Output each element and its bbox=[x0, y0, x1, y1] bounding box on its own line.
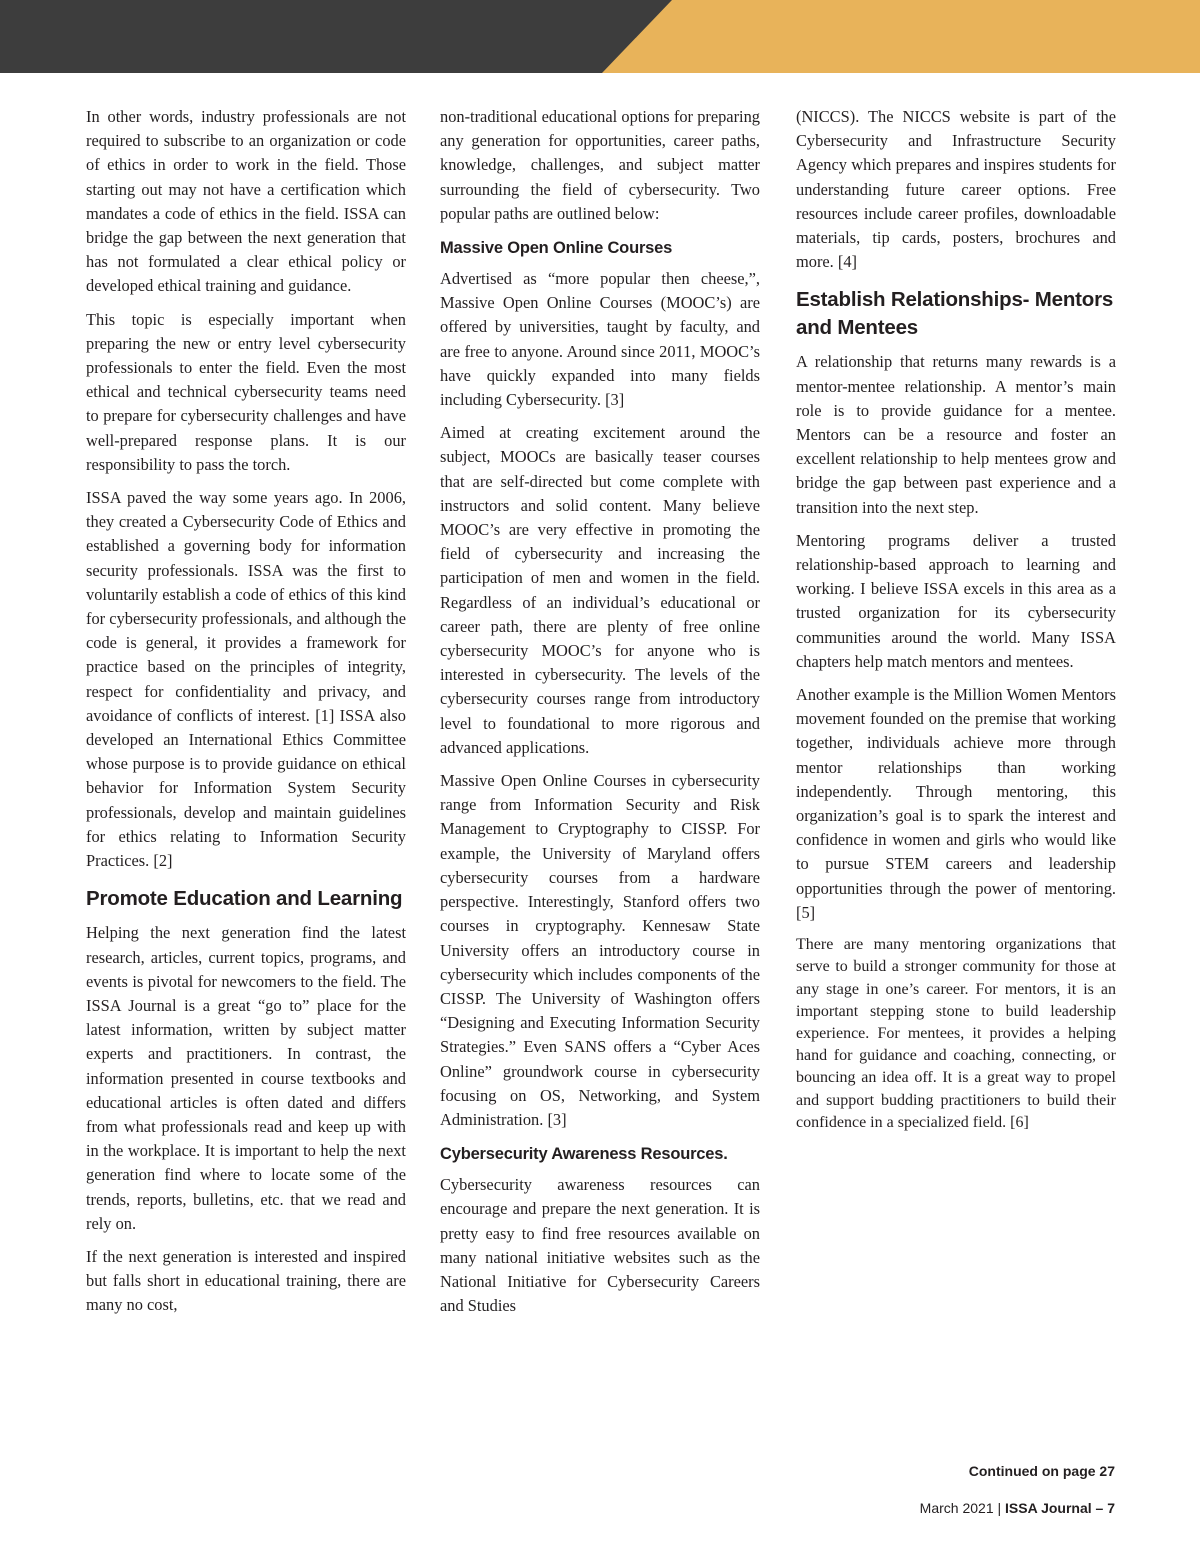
paragraph: This topic is especially important when preparing the new or entry level cybersecurity professionals to enter the field. Even the most ethical and technical cybersecurity teams need to prepare for cybersecurity challenges and have well-prepared response plans. It is our responsibility to pass the torch. bbox=[86, 309, 406, 474]
paragraph: (NICCS). The NICCS website is part of the Cybersecurity and Infrastructure Security Agency which prepares and inspires students for understanding future career options. Free resources include career profiles, downloadable materials, tip cards, posters, brochures and more. [4] bbox=[796, 107, 1116, 272]
subsection-heading: Massive Open Online Courses bbox=[440, 239, 673, 258]
paragraph: If the next generation is interested and inspired but falls short in educational training, there are many no cost, bbox=[86, 1246, 406, 1315]
continued-notice: Continued on page 27 bbox=[968, 1463, 1115, 1479]
paragraph: There are many mentoring organizations that serve to build a stronger community for those at any stage in one’s career. For mentors, it is an important stepping stone to build leadership experience. For mentees, it provides a helping hand for guidance and coaching, connecting, or bouncing an idea off. It is a great way to propel and support budding practitioners to build their confidence in a specialized field. [6] bbox=[796, 936, 1116, 1131]
footer-journal: ISSA Journal – 7 bbox=[1005, 1500, 1115, 1516]
footer-date: March 2021 bbox=[919, 1500, 994, 1516]
column-3 bbox=[796, 105, 1116, 1143]
paragraph: Aimed at creating excitement around the subject, MOOCs are basically teaser courses that are self-directed but come complete with instructors and solid content. Many believe MOOC’s are very effective in promoting the field of cybersecurity and increasing the participation of men and women in the field. Regardless of an individual’s educational or career path, there are plenty of free online cybersecurity MOOC’s for anyone who is interested in cybersecurity. The levels of the cybersecurity courses range from introductory level to foundational to more rigorous and advanced applications. bbox=[440, 423, 760, 757]
paragraph: ISSA paved the way some years ago. In 2006, they created a Cybersecurity Code of Ethics and established a governing body for information security professionals. ISSA was the first to voluntarily establish a code of ethics of this kind for cybersecurity professionals, and although the code is general, it provides a framework for practice based on the principles of integrity, respect for confidentiality and privacy, and avoidance of conflicts of interest. [1] ISSA also developed an International Ethics Committee whose purpose is to provide guidance on ethical behavior for Information System Security professionals, develop and maintain guidelines for ethics relating to Information Security Practices. [2] bbox=[86, 488, 406, 871]
paragraph: In other words, industry professionals are not required to subscribe to an organization or code of ethics in order to work in the field. Those starting out may not have a certification which mandates a code of ethics in the field. ISSA can bridge the gap between the next generation that has not formulated a clear ethical policy or developed ethical training and guidance. bbox=[86, 107, 406, 296]
footer-separator: | bbox=[993, 1500, 1006, 1516]
paragraph: non-traditional educational options for preparing any generation for opportunities, career paths, knowledge, challenges, and subject matter surrounding the field of cybersecurity. Two popular paths are outlined below: bbox=[440, 107, 760, 223]
page-footer bbox=[920, 1500, 1115, 1516]
paragraph: Advertised as “more popular then cheese,”, Massive Open Online Courses (MOOC’s) are offered by universities, taught by faculty, and are free to anyone. Around since 2011, MOOC’s have quickly expanded into many fields including Cybersecurity. [3] bbox=[440, 269, 760, 410]
paragraph: Mentoring programs deliver a trusted relationship-based approach to learning and working. I believe ISSA excels in this area as a trusted organization for its cybersecurity communities around the world. Many ISSA chapters help match mentors and mentees. bbox=[796, 530, 1116, 671]
paragraph: Massive Open Online Courses in cybersecurity range from Information Security and Risk Management to Cryptography to CISSP. For example, the University of Maryland offers cybersecurity courses from a hardware perspective. Interestingly, Stanford offers two courses in cryptography. Kennesaw State University offers an introductory course in cybersecurity which includes components of the CISSP. The University of Washington offers “Designing and Executing Information Security Strategies.” Even SANS offers a “Cyber Aces Online” groundwork course in cybersecurity focusing on OS, Networking, and System Administration. [3] bbox=[440, 771, 760, 1129]
banner-gold-wedge bbox=[602, 0, 1200, 73]
paragraph: Helping the next generation find the latest research, articles, current topics, programs, and events is pivotal for newcomers to the field. The ISSA Journal is a great “go to” place for the latest information, written by subject matter experts and practitioners. In contrast, the information presented in course textbooks and educational articles is often dated and differs from what professionals read and keep up with in the workplace. It is important to help the next generation find where to locate some of the trends, reports, bulletins, etc. that we read and rely on. bbox=[86, 923, 406, 1233]
banner-graphic bbox=[0, 0, 1200, 73]
paragraph: Another example is the Million Women Mentors movement founded on the premise that working together, individuals achieve more through mentor relationships than working independently. Through mentoring, this organization’s goal is to spark the interest and confidence in women and girls who would like to pursue STEM careers and leadership opportunities through the power of mentoring. [5] bbox=[796, 685, 1116, 922]
section-heading: Promote Education and Learning bbox=[86, 887, 403, 911]
column-1 bbox=[86, 105, 406, 1327]
section-heading: Establish Relationships- Mentors and Mentees bbox=[796, 288, 1114, 340]
paragraph: A relationship that returns many rewards is a mentor-mentee relationship. A mentor’s main role is to provide guidance for a mentee. Mentors can be a resource and foster an excellent relationship to help mentees grow and bridge the gap between past experience and a transition into the next step. bbox=[796, 352, 1116, 517]
subsection-heading: Cybersecurity Awareness Resources. bbox=[440, 1145, 728, 1164]
top-banner bbox=[0, 0, 1200, 73]
column-2 bbox=[440, 105, 760, 1327]
paragraph: Cybersecurity awareness resources can encourage and prepare the next generation. It is pretty easy to find free resources available on many national initiative websites such as the National Initiative for Cybersecurity Careers and Studies bbox=[440, 1175, 760, 1316]
